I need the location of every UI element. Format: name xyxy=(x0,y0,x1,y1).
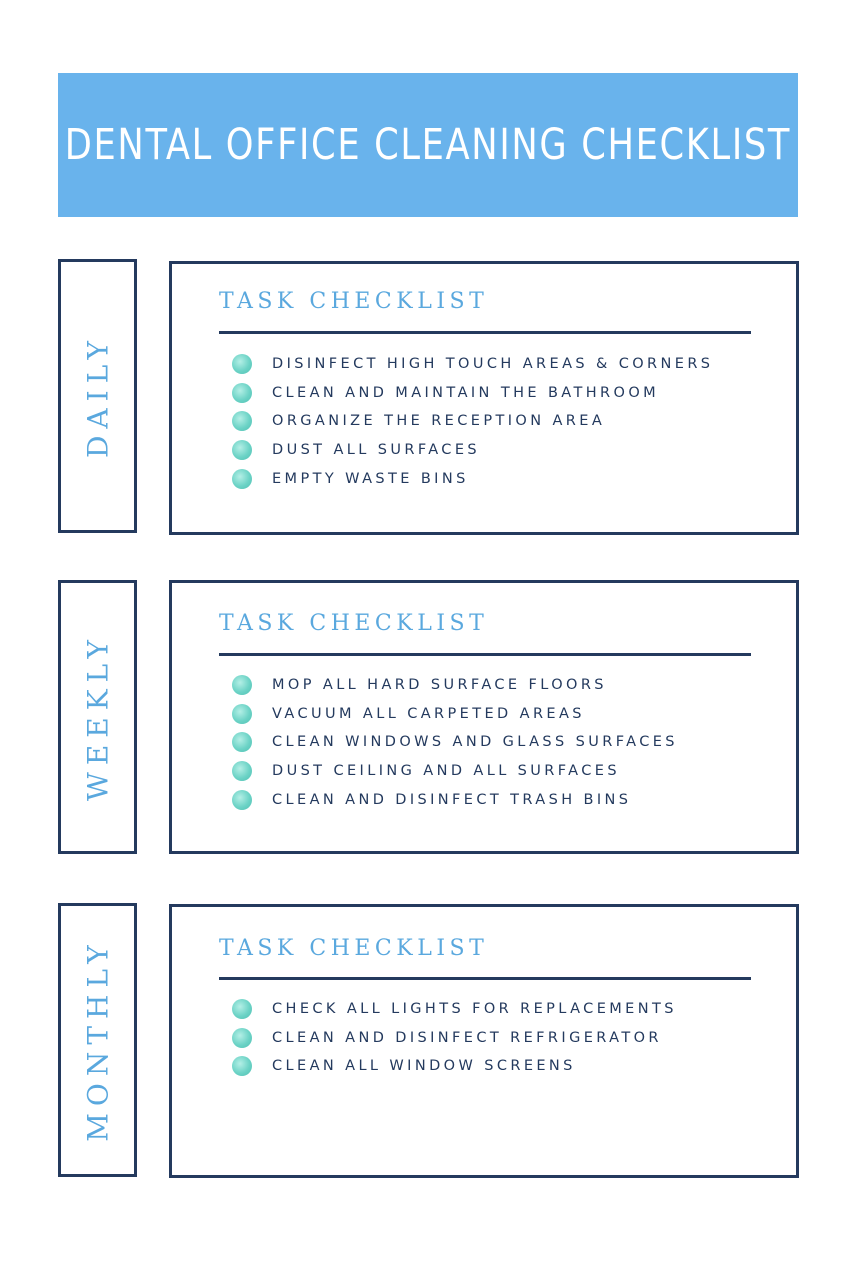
task-box-weekly xyxy=(169,580,799,854)
list-item xyxy=(232,407,713,436)
section-label-daily xyxy=(58,259,137,533)
task-list xyxy=(232,671,678,814)
task-checklist-heading: TASK CHECKLIST xyxy=(219,611,489,636)
task-checklist-heading: TASK CHECKLIST xyxy=(219,936,489,961)
teal-dot-icon xyxy=(232,790,252,810)
heading-divider xyxy=(219,977,751,980)
teal-dot-icon xyxy=(232,675,252,695)
heading-divider xyxy=(219,653,751,656)
task-text: CHECK ALL LIGHTS FOR REPLACEMENTS xyxy=(272,1001,677,1018)
task-box-monthly xyxy=(169,904,799,1178)
teal-dot-icon xyxy=(232,469,252,489)
title-banner xyxy=(58,73,798,217)
task-text: CLEAN AND DISINFECT REFRIGERATOR xyxy=(272,1029,662,1046)
task-text: CLEAN WINDOWS AND GLASS SURFACES xyxy=(272,734,678,751)
section-label-text: DAILY xyxy=(81,333,114,459)
page-title: DENTAL OFFICE CLEANING CHECKLIST xyxy=(64,120,792,170)
list-item xyxy=(232,757,678,786)
task-text: CLEAN AND DISINFECT TRASH BINS xyxy=(272,791,632,808)
list-item xyxy=(232,436,713,465)
task-list xyxy=(232,995,677,1081)
list-item xyxy=(232,1052,677,1081)
task-text: EMPTY WASTE BINS xyxy=(272,470,469,487)
teal-dot-icon xyxy=(232,440,252,460)
task-text: DUST CEILING AND ALL SURFACES xyxy=(272,763,620,780)
list-item xyxy=(232,728,678,757)
list-item xyxy=(232,350,713,379)
task-text: DUST ALL SURFACES xyxy=(272,442,480,459)
list-item xyxy=(232,700,678,729)
section-label-text: WEEKLY xyxy=(81,633,114,801)
task-text: CLEAN ALL WINDOW SCREENS xyxy=(272,1058,576,1075)
teal-dot-icon xyxy=(232,761,252,781)
teal-dot-icon xyxy=(232,704,252,724)
task-box-daily xyxy=(169,261,799,535)
task-text: DISINFECT HIGH TOUCH AREAS & CORNERS xyxy=(272,356,714,373)
list-item xyxy=(232,785,678,814)
list-item xyxy=(232,671,678,700)
teal-dot-icon xyxy=(232,411,252,431)
section-label-monthly xyxy=(58,903,137,1177)
teal-dot-icon xyxy=(232,1056,252,1076)
teal-dot-icon xyxy=(232,383,252,403)
task-text: ORGANIZE THE RECEPTION AREA xyxy=(272,413,606,430)
teal-dot-icon xyxy=(232,999,252,1019)
heading-divider xyxy=(219,331,751,334)
list-item xyxy=(232,995,677,1024)
list-item xyxy=(232,1024,677,1053)
task-text: MOP ALL HARD SURFACE FLOORS xyxy=(272,677,607,694)
section-label-weekly xyxy=(58,580,137,854)
section-label-text: MONTHLY xyxy=(81,938,114,1142)
task-checklist-heading: TASK CHECKLIST xyxy=(219,289,489,314)
task-list xyxy=(232,350,713,493)
list-item xyxy=(232,464,713,493)
teal-dot-icon xyxy=(232,354,252,374)
list-item xyxy=(232,379,713,408)
teal-dot-icon xyxy=(232,732,252,752)
task-text: CLEAN AND MAINTAIN THE BATHROOM xyxy=(272,384,660,401)
teal-dot-icon xyxy=(232,1028,252,1048)
task-text: VACUUM ALL CARPETED AREAS xyxy=(272,705,585,722)
